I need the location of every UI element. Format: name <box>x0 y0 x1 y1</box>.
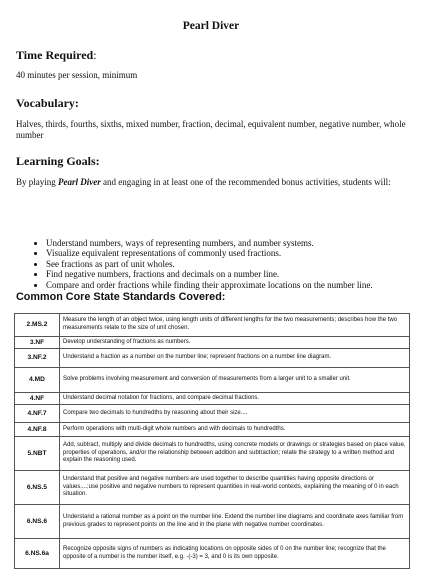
list-item: • Visualize equivalent representations of commonly used fractions. <box>46 248 406 258</box>
standard-description: Measure the length of an object twice, using length units of different lengths for the two measurements; describes how the two measurements relate to the size of unit chosen. <box>60 314 410 337</box>
learning-goals-heading: Learning Goals: <box>16 154 100 168</box>
standard-description: Recognize opposite signs of numbers as indicating locations on opposite sides of 0 on the number line; recognize that the opposite of a number is the number itself, e.g. -(-3) = 3, and 0 is its own opposite. <box>60 539 410 569</box>
standard-description: Solve problems involving measurement and conversion of measurements from a larger unit to a smaller unit. <box>60 368 410 393</box>
standard-description: Understand decimal notation for fractions, and compare decimal fractions. <box>60 393 410 405</box>
time-required-heading <box>16 48 97 63</box>
standard-code: 6.NS.6 <box>15 505 60 539</box>
list-item: • Compare and order fractions while finding their approximate locations on the number line. <box>46 280 406 290</box>
standard-description: Compare two decimals to hundredths by reasoning about their size.... <box>60 405 410 423</box>
table-row <box>15 393 410 405</box>
standard-code: 6.NS.5 <box>15 471 60 505</box>
page-title: Pearl Diver <box>182 20 240 32</box>
list-item: • See fractions as part of unit wholes. <box>46 259 406 269</box>
standard-description: Understand a rational number as a point on the number line. Extend the number line diagrams and coordinate axes familiar from previous grades to represent points on the line and in the plane with negative number coordinates. <box>60 505 410 539</box>
list-item: • Understand numbers, ways of representing numbers, and number systems. <box>46 238 406 248</box>
standard-code: 4.NF.8 <box>15 423 60 437</box>
vocabulary-heading: Vocabulary: <box>16 96 79 110</box>
standard-description: Understand that positive and negative numbers are used together to describe quantities having opposite directions or values....;use positive and negative numbers to represent quantities in real-world contexts, explaining the meaning of 0 in each situation. <box>60 471 410 505</box>
table-row <box>15 437 410 471</box>
table-row <box>15 349 410 368</box>
standard-code: 5.NBT <box>15 437 60 471</box>
standard-description: Understand a fraction as a number on the number line; represent fractions on a number line diagram. <box>60 349 410 368</box>
table-row <box>15 368 410 393</box>
time-required-value: 40 minutes per session, minimum <box>16 70 138 80</box>
table-row <box>15 337 410 349</box>
learning-goals-list <box>30 238 406 290</box>
standards-table <box>14 313 410 569</box>
standard-description: Add, subtract, multiply and divide decimals to hundredths, using concrete models or drawings or strategies based on place value, properties of operations, and/or the relationship between addition and subtraction; relate the strategy to a written method and explain the reasoning used. <box>60 437 410 471</box>
table-row <box>15 505 410 539</box>
list-item: • Find negative numbers, fractions and decimals on a number line. <box>46 269 406 279</box>
table-row <box>15 314 410 337</box>
vocabulary-text: Halves, thirds, fourths, sixths, mixed number, fraction, decimal, equivalent number, negative number, whole number <box>16 119 406 140</box>
standards-heading: Common Core State Standards Covered: <box>16 291 226 303</box>
standard-code: 4.NF <box>15 393 60 405</box>
standard-code: 3.NF.2 <box>15 349 60 368</box>
time-required-label: Time Required <box>16 48 94 62</box>
game-name: Pearl Diver <box>58 177 101 187</box>
standard-description: Develop understanding of fractions as numbers. <box>60 337 410 349</box>
standard-description: Perform operations with multi-digit whole numbers and with decimals to hundredths. <box>60 423 410 437</box>
intro-text-end: and engaging in at least one of the recommended bonus activities, students will: <box>100 177 391 187</box>
table-row <box>15 423 410 437</box>
standard-code: 2.MS.2 <box>15 314 60 337</box>
standard-code: 6.NS.6a <box>15 539 60 569</box>
standard-code: 3.NF <box>15 337 60 349</box>
standard-code: 4.MD <box>15 368 60 393</box>
intro-text-start: By playing <box>16 177 58 187</box>
learning-goals-intro <box>16 177 408 188</box>
time-required-colon: : <box>93 48 97 62</box>
table-row <box>15 405 410 423</box>
standard-code: 4.NF.7 <box>15 405 60 423</box>
table-row <box>15 539 410 569</box>
table-row <box>15 471 410 505</box>
